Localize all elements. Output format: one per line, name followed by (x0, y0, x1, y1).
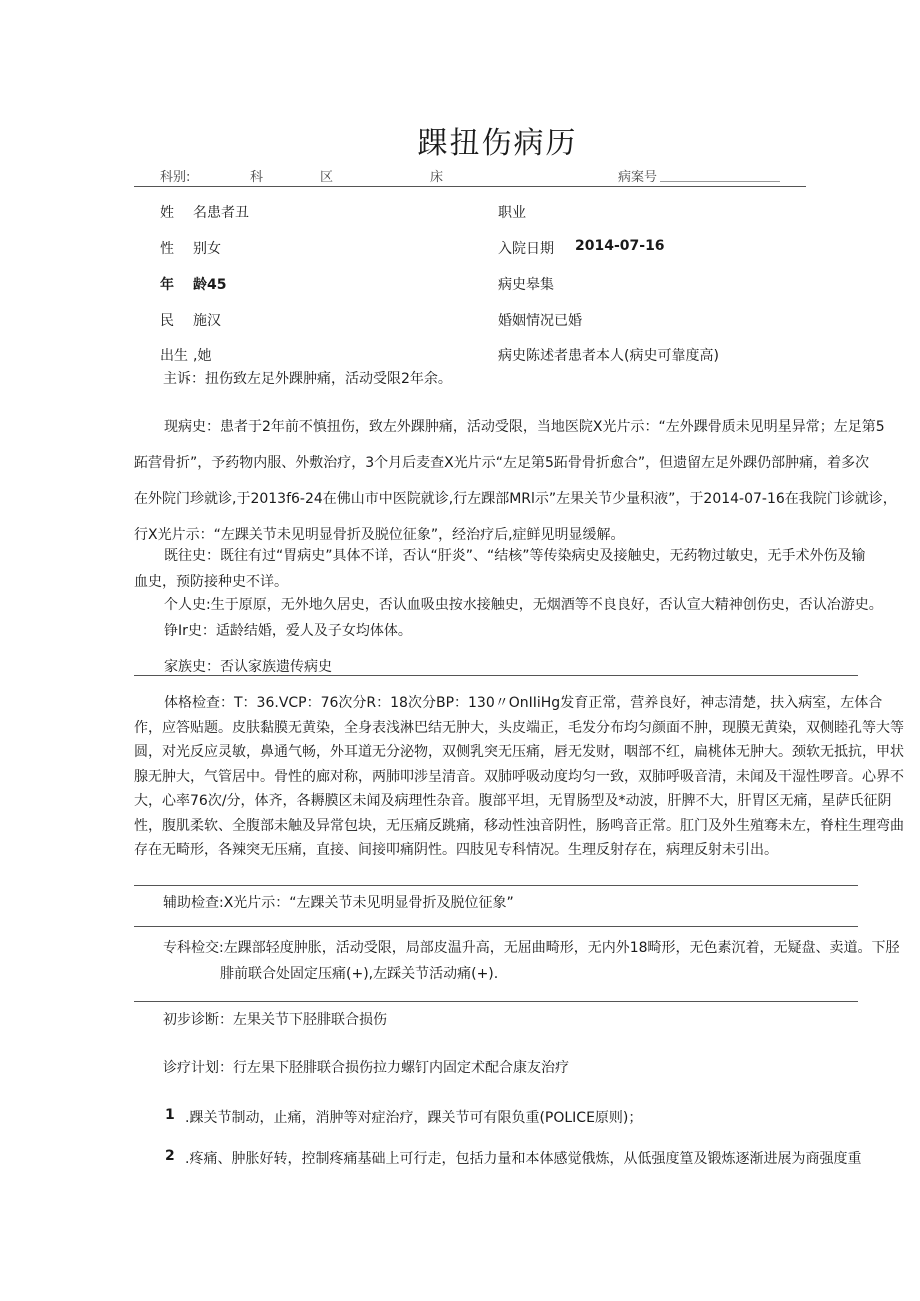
occupation-label: 职业 (498, 205, 526, 221)
name-label: 姓 (160, 205, 174, 221)
present-history-line: 在外院门珍就诊,于2013f6-24在佛山市中医院就诊,行左踝部MRl示”左果关节少量积液”，于2014-07-16在我院门诊就诊， (134, 491, 897, 507)
present-history-line: 跖营骨折”，予药物内服、外敷治疗，3个月后麦查X光片示“左足第5跖骨骨折愈合”，但遗留左足外踝仍部肿痛，着多次 (134, 455, 870, 471)
document-title: 踝扭伤病历 (417, 126, 578, 161)
treatment-plan: 诊疗计划：行左果下胫腓联合损伤拉力螺钉内固定术配合康友治疗 (163, 1060, 569, 1076)
plan-item-number: 1 (165, 1107, 175, 1123)
special-exam-line: 专科检交:左踝部轻度肿胀，活动受限，局部皮温升高，无屈曲畸形，无内外18畸形，无色素沉着，无疑盘、卖道。下胫 (163, 940, 900, 956)
past-history (134, 543, 864, 595)
age-value: 龄45 (193, 277, 227, 293)
physical-exam-line: 腺无肿大，气管居中。骨性的廊对称，两肺叩涉呈清音。双肺呼吸动度均匀一致，双肺呼吸音清，未闻及干湿性啰音。心界不 (134, 768, 904, 785)
physical-exam-line: 体格检查：T：36.VCP：76次分R：18次分BP：130〃OnIIiHg发育正常，营养良好，神志清楚，扶入病室，左体合 (164, 695, 883, 711)
marriage-status: 婚姻情况已婚 (498, 313, 582, 329)
section-divider (134, 926, 858, 927)
history-narrator: 病史陈述者患者本人(病史可靠度高) (498, 348, 719, 364)
physical-exam-line: 圆，对光反应灵敏，鼻通气畅，外耳道无分泌物，双侧乳突无压痛，唇无发财，咽部不红，扁桃体无肿大。颈软无抵抗，甲状 (134, 744, 904, 760)
section-divider (134, 675, 858, 676)
ke-label: 科 (250, 170, 264, 185)
ethnic-label: 民 (160, 313, 174, 329)
physical-exam-line: 大，心率76次/分，体齐，各耨膜区未闻及病理性杂音。腹部平坦，无胃肠型及*动波，肝脾不大，肝胃区无痛，星萨氏征阴 (134, 793, 892, 809)
qu-label: 区 (320, 170, 334, 185)
history-collect-label: 病史皋集 (498, 277, 554, 293)
gender-value: 别女 (193, 241, 221, 257)
birth-value: ,她 (193, 348, 212, 364)
admit-date-value: 2014-07-16 (575, 238, 665, 254)
admit-date-label: 入院日期 (498, 241, 554, 257)
chuang-label: 床 (430, 170, 444, 185)
past-history-line: 血史，预防接种史不详。 (134, 574, 288, 590)
ethnic-value: 施汉 (193, 313, 221, 329)
present-history-line: 行X光片示：“左踝关节未见明显骨折及脱位征象”，经治疗后,症鲜见明显缓解。 (134, 527, 625, 543)
record-no-field-line (660, 181, 780, 182)
gender-label: 性 (160, 241, 174, 257)
physical-exam-line: 作，应答贴题。皮肤黏膜无黄染，全身表浅淋巴结无肿大，头皮端正，毛发分布均匀颜面不肿，现膜无黄染，双侧睦孔等大等 (134, 719, 904, 736)
marital-history: 铮Ir史：适龄结婚，爱人及子女均体体。 (164, 623, 412, 639)
plan-item-text: .踝关节制动，止痛，消肿等对症治疗，踝关节可有限负重(POLICE原则)； (185, 1110, 643, 1126)
dept-label: 科别: (160, 170, 191, 185)
personal-history: 个人史:生于原原，无外地久居史，否认血吸虫按水接触史，无烟酒等不良良好，否认宣大精神创伤史，否认冶游史。 (164, 597, 883, 613)
past-history-line: 既往史：既往有过“胃病史”具体不详，否认“肝炎”、“结核”等传染病史及接触史，无药物过敏史，无手术外伤及输 (164, 548, 866, 564)
record-no-label: 病案号 (618, 170, 658, 185)
header-divider (134, 186, 806, 187)
special-exam-line: 腓前联合处固定压痛(+),左踩关节活动痛(+). (220, 966, 499, 982)
birth-label: 出生 (160, 348, 188, 364)
physical-exam-line: 性，腹肌柔软、全腹部未触及异常包块，无压痛反跳痛，移动性浊音阴性，肠鸣音正常。肛门及外生殖骞未左，脊柱生理弯曲 (134, 817, 904, 834)
section-divider (134, 885, 858, 886)
aux-exam: 辅助检查:X光片示：“左踝关节未见明显骨折及脱位征象” (163, 895, 514, 911)
physical-exam-line: 存在无畸形，各辣突无压痛，直接、间接叩痛阴性。四肢见专科情况。生理反射存在，病理反射未引出。 (134, 842, 778, 858)
physical-exam (134, 691, 904, 863)
preliminary-diagnosis: 初步诊断：左果关节下胫腓联合损伤 (163, 1012, 387, 1028)
plan-item-text: .疼痛、肿胀好转，控制疼痛基础上可行走，包括力量和本体感觉俄炼，从低强度篁及锻炼逐渐进展为商强度重 (185, 1151, 862, 1167)
age-label: 年 (160, 277, 174, 293)
present-history-line: 现病史：患者于2年前不慎扭伤，致左外踝肿痛，活动受限，当地医院X光片示：“左外踝骨质未见明星异常；左足第5 (164, 419, 885, 435)
plan-item-number: 2 (165, 1148, 175, 1164)
present-history (134, 409, 897, 553)
section-divider (134, 1001, 858, 1002)
family-history: 家族史：否认家族遗传病史 (164, 659, 332, 675)
name-value: 名患者丑 (193, 205, 249, 221)
chief-complaint: 主诉：扭伤致左足外踝肿痛，活动受限2年余。 (163, 371, 452, 387)
